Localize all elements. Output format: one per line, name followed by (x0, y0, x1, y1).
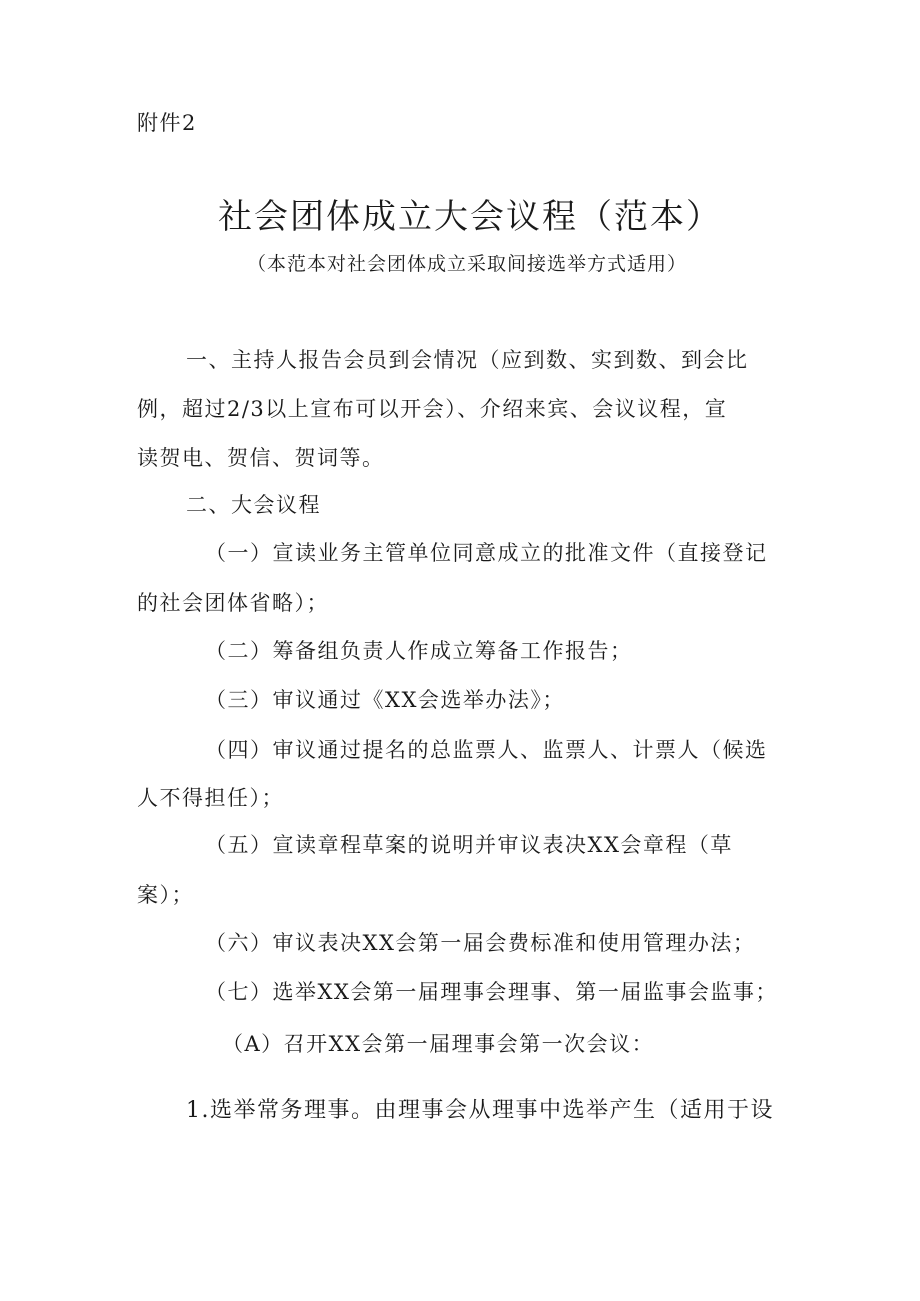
paragraph-line: （A）召开XX会第一届理事会第一次会议： (222, 1032, 655, 1056)
paragraph-line: 一、主持人报告会员到会情况（应到数、实到数、到会比 (186, 348, 749, 372)
paragraph-line: （三）审议通过《XX会选举办法》； (205, 688, 565, 712)
paragraph-line: 例，超过2/3以上宣布可以开会）、介绍来宾、会议议程，宣 (137, 397, 728, 421)
paragraph-line: （七）选举XX会第一届理事会理事、第一届监事会监事； (205, 980, 778, 1004)
paragraph-line: 人不得担任）； (137, 786, 284, 810)
paragraph-line: （六）审议表决XX会第一届会费标准和使用管理办法； (205, 931, 756, 955)
attachment-label: 附件2 (137, 111, 197, 135)
paragraph-line: 的社会团体省略）； (137, 591, 329, 615)
document-title: 社会团体成立大会议程（范本） (218, 197, 722, 237)
section-heading: 二、大会议程 (186, 493, 321, 517)
paragraph-line: （一）宣读业务主管单位同意成立的批准文件（直接登记 (205, 541, 768, 565)
paragraph-line: 读贺电、贺信、贺词等。 (137, 446, 385, 470)
paragraph-line: （五）宣读章程草案的说明并审议表决XX会章程（草 (205, 833, 733, 857)
paragraph-line: （四）审议通过提名的总监票人、监票人、计票人（候选 (205, 738, 768, 762)
paragraph-line: 案）； (137, 883, 194, 907)
paragraph-line: 1.选举常务理事。由理事会从理事中选举产生（适用于设 (186, 1098, 774, 1123)
paragraph-line: （二）筹备组负责人作成立筹备工作报告； (205, 639, 633, 663)
document-subtitle: （本范本对社会团体成立采取间接选举方式适用） (246, 253, 687, 275)
